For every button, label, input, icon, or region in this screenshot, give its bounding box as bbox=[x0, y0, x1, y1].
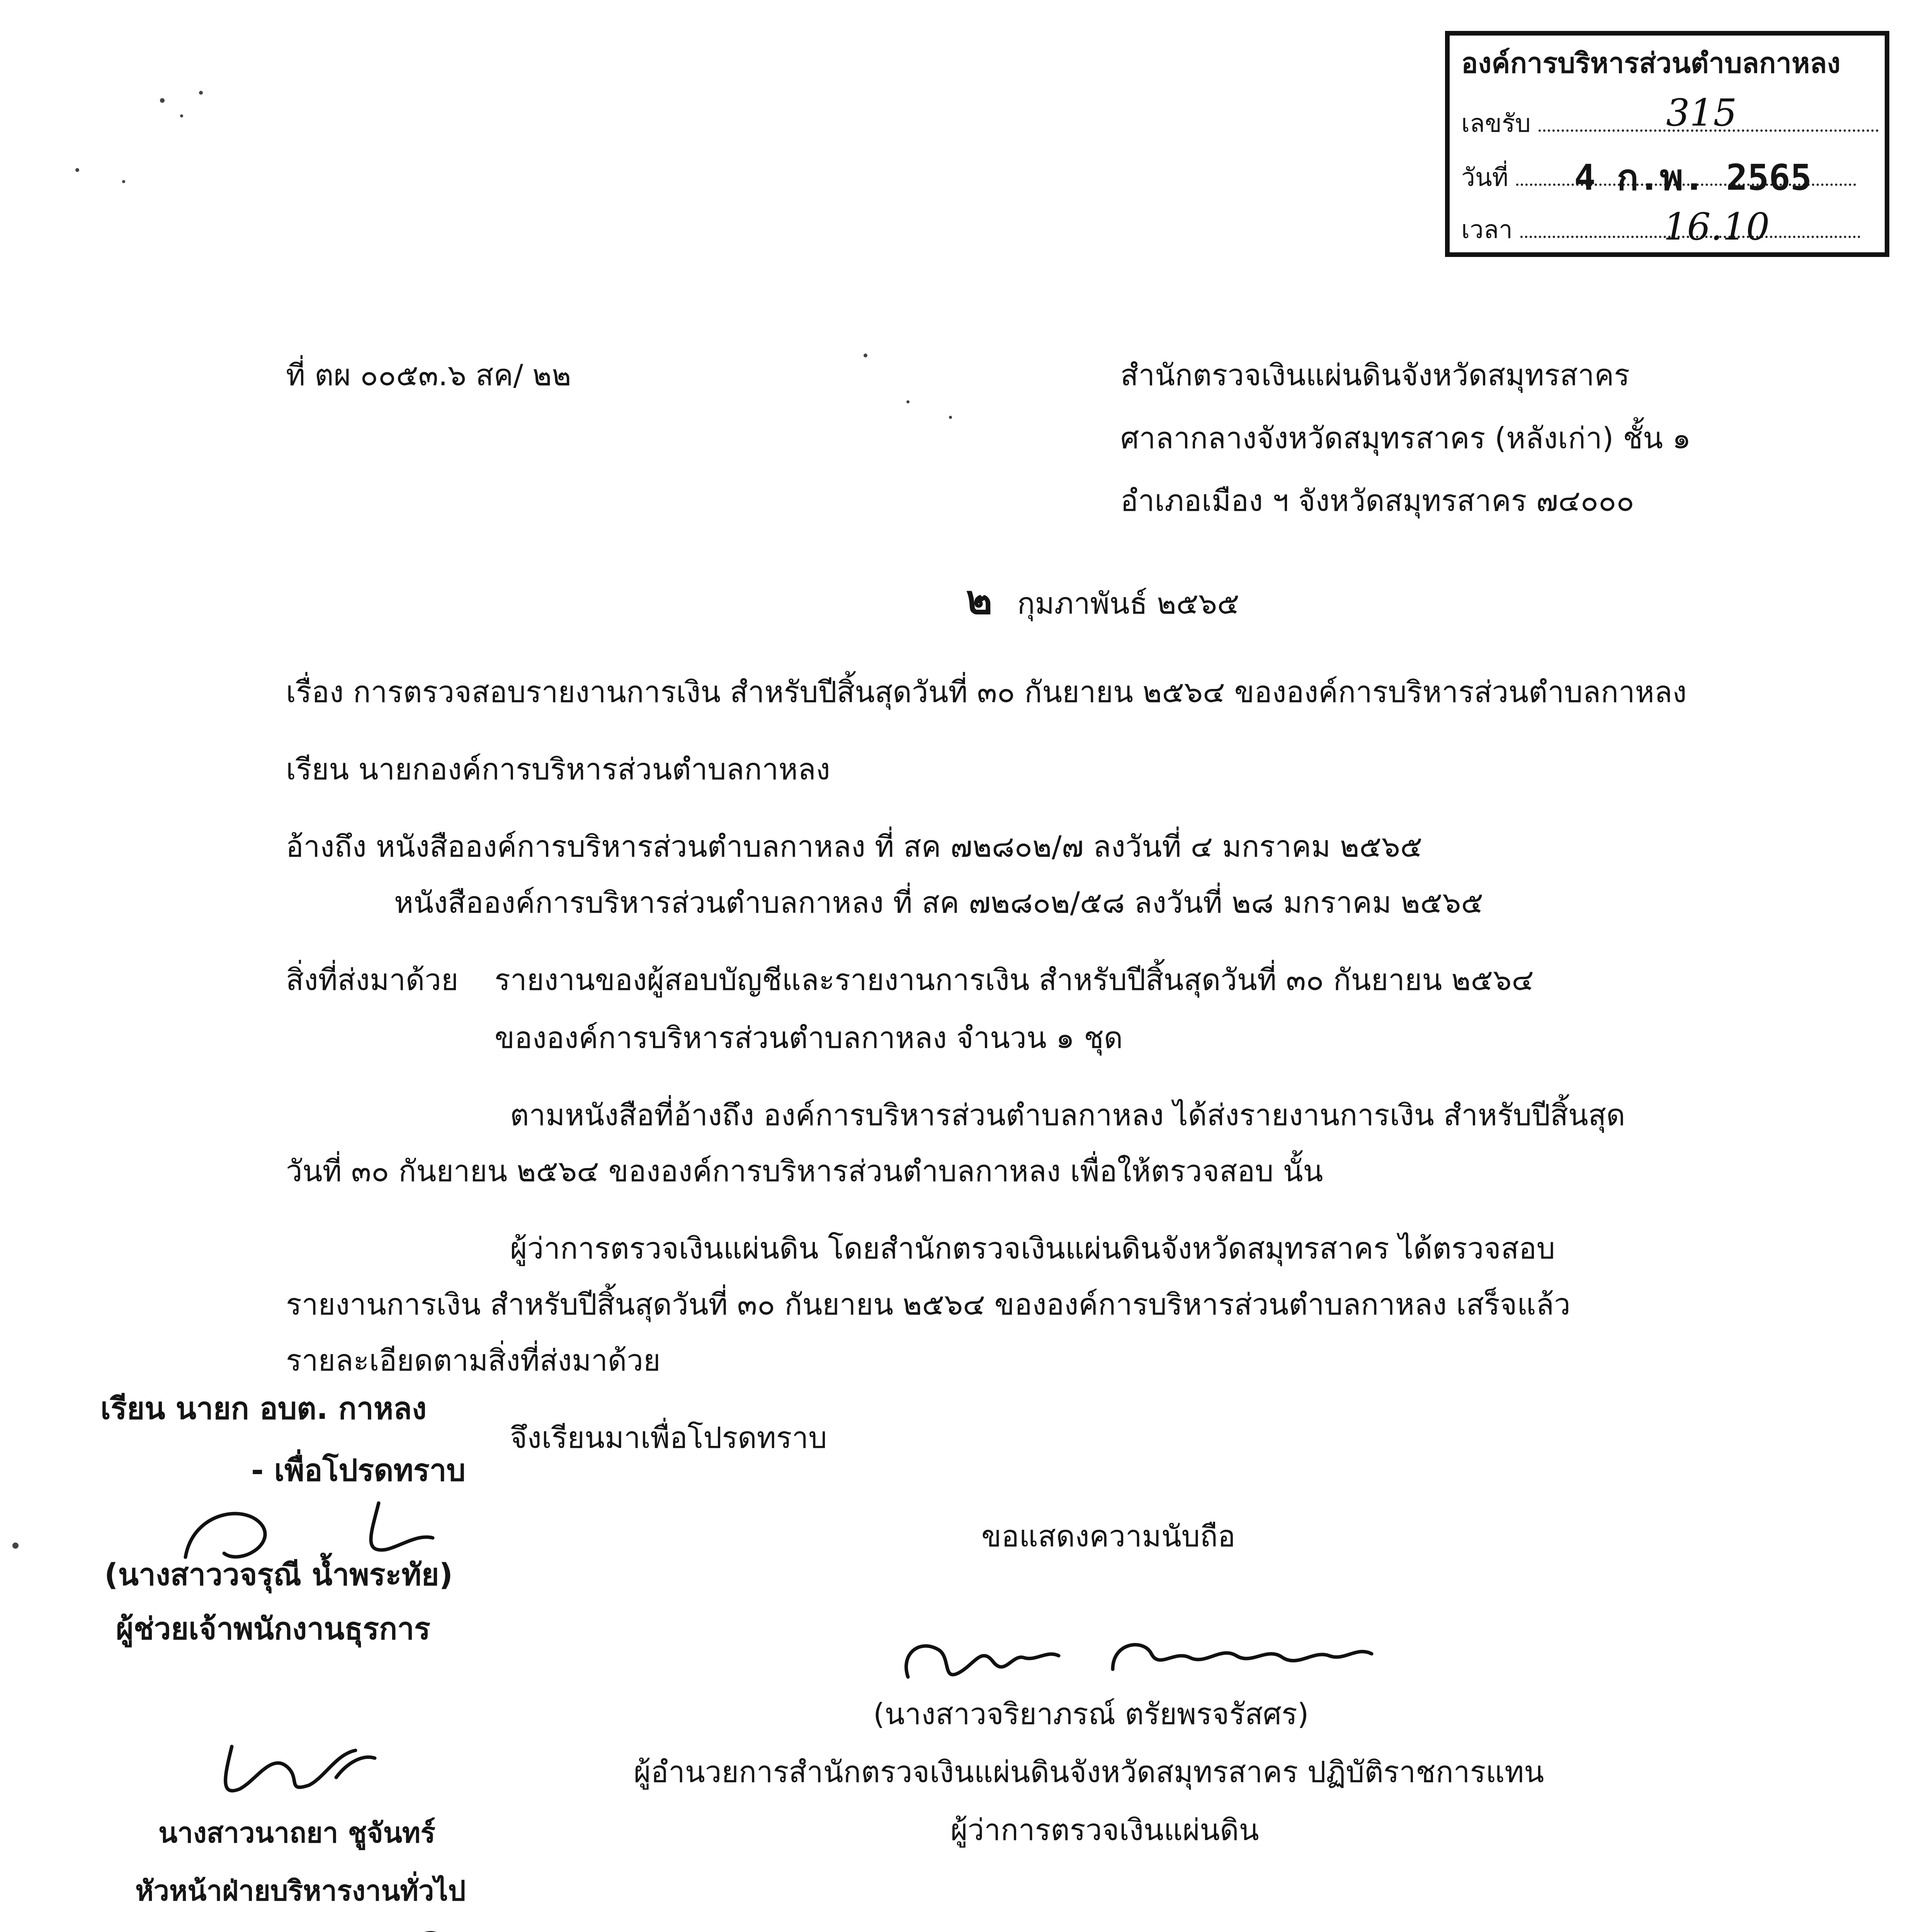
sender-address-line-3: อำเภอเมือง ฯ จังหวัดสมุทรสาคร ๗๔๐๐๐ bbox=[1120, 483, 1634, 518]
letter-date-month-year: กุมภาพันธ์ ๒๕๖๕ bbox=[1017, 586, 1239, 621]
enclosure-line-2: ขององค์การบริหารส่วนตำบลกาหลง จำนวน ๑ ชุด bbox=[495, 1020, 1123, 1055]
admin-head-name: นางสาวนาถยา ชูจันทร์ bbox=[158, 1816, 435, 1849]
stamp-date-label: วันที่ bbox=[1461, 163, 1508, 192]
enclosure-label: สิ่งที่ส่งมาด้วย bbox=[286, 963, 459, 997]
letter-date-day: ๒ bbox=[966, 576, 993, 623]
stamp-date-value: 4 ก.พ. 2565 bbox=[1574, 157, 1812, 198]
paragraph-3: จึงเรียนมาเพื่อโปรดทราบ bbox=[510, 1420, 827, 1455]
stamp-time-value: 16.10 bbox=[1663, 205, 1770, 248]
clerk-position: ผู้ช่วยเจ้าพนักงานธุรการ bbox=[116, 1612, 430, 1646]
subject: เรื่อง การตรวจสอบรายงานการเงิน สำหรับปีสิ้นสุดวันที่ ๓๐ กันยายน ๒๕๖๔ ขององค์การบริหารส่วนตำบลกาหลง bbox=[286, 675, 1687, 709]
signer-position: ผู้อำนวยการสำนักตรวจเงินแผ่นดินจังหวัดสมุทรสาคร ปฏิบัติราชการแทน bbox=[634, 1755, 1544, 1789]
sender-address-line-2: ศาลากลางจังหวัดสมุทรสาคร (หลังเก่า) ชั้น ๑ bbox=[1120, 421, 1691, 455]
signer-on-behalf: ผู้ว่าการตรวจเงินแผ่นดิน bbox=[950, 1813, 1259, 1847]
enclosure-line-1: รายงานของผู้สอบบัญชีและรายงานการเงิน สำหรับปีสิ้นสุดวันที่ ๓๐ กันยายน ๒๕๖๔ bbox=[495, 963, 1534, 997]
reference-line-2: หนังสือองค์การบริหารส่วนตำบลกาหลง ที่ สค ๗๒๘๐๒/๕๘ ลงวันที่ ๒๘ มกราคม ๒๕๖๕ bbox=[394, 885, 1483, 920]
clerk-name: (นางสาววจรุณี น้ำพระทัย) bbox=[104, 1558, 453, 1592]
paragraph-1-line-2: วันที่ ๓๐ กันยายน ๒๕๖๔ ขององค์การบริหารส่วนตำบลกาหลง เพื่อให้ตรวจสอบ นั้น bbox=[286, 1154, 1323, 1188]
salutation: เรียน นายกองค์การบริหารส่วนตำบลกาหลง bbox=[286, 752, 830, 786]
paragraph-1-line-1: ตามหนังสือที่อ้างถึง องค์การบริหารส่วนตำบลกาหลง ได้ส่งรายงานการเงิน สำหรับปีสิ้นสุด bbox=[510, 1098, 1625, 1132]
admin-head-position: หัวหน้าฝ่ายบริหารงานทั่วไป bbox=[135, 1874, 466, 1907]
stamp-number-label: เลขรับ bbox=[1461, 109, 1531, 138]
signer-name: (นางสาวจริยาภรณ์ ตรัยพรจรัสศร) bbox=[873, 1697, 1309, 1731]
memo-to: เรียน นายก อบต. กาหลง bbox=[100, 1391, 427, 1426]
paragraph-2-line-2: รายงานการเงิน สำหรับปีสิ้นสุดวันที่ ๓๐ กันยายน ๒๕๖๔ ขององค์การบริหารส่วนตำบลกาหลง เสร็จแล้ว bbox=[286, 1287, 1571, 1321]
paragraph-2-line-1: ผู้ว่าการตรวจเงินแผ่นดิน โดยสำนักตรวจเงินแผ่นดินจังหวัดสมุทรสาคร ได้ตรวจสอบ bbox=[510, 1231, 1555, 1265]
sender-address-line-1: สำนักตรวจเงินแผ่นดินจังหวัดสมุทรสาคร bbox=[1120, 358, 1630, 392]
stamp-org: องค์การบริหารส่วนตำบลกาหลง bbox=[1461, 47, 1841, 79]
stamp-time-label: เวลา bbox=[1461, 216, 1513, 244]
reference-line-1: อ้างถึง หนังสือองค์การบริหารส่วนตำบลกาหลง ที่ สค ๗๒๘๐๒/๗ ลงวันที่ ๔ มกราคม ๒๕๖๕ bbox=[286, 829, 1423, 864]
stamp-number-value: 315 bbox=[1666, 91, 1737, 134]
memo-purpose: - เพื่อโปรดทราบ bbox=[251, 1453, 466, 1488]
closing: ขอแสดงความนับถือ bbox=[981, 1519, 1236, 1553]
paragraph-2-line-3: รายละเอียดตามสิ่งที่ส่งมาด้วย bbox=[286, 1343, 661, 1378]
reference-number: ที่ ตผ ๐๐๕๓.๖ สค/ ๒๒ bbox=[286, 358, 571, 392]
